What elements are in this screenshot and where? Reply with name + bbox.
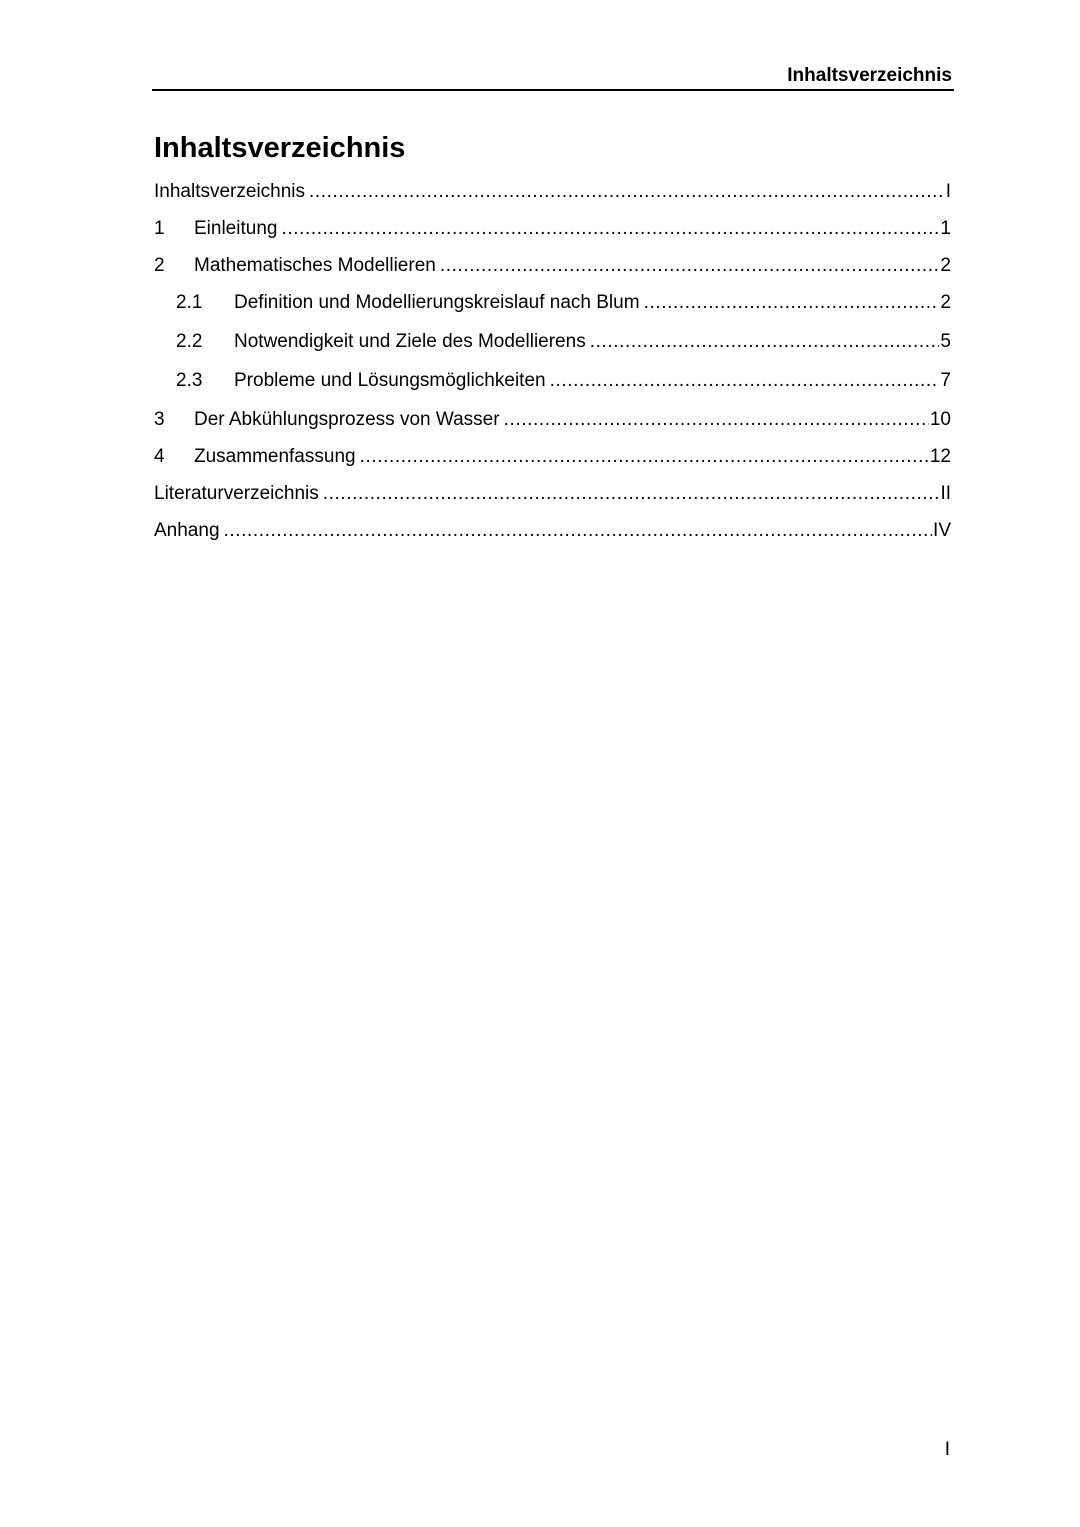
toc-entry-definition[interactable] — [176, 291, 951, 315]
toc-dot-leader — [224, 519, 933, 543]
toc-entry-notwendigkeit[interactable] — [176, 330, 951, 354]
toc-dot-leader — [590, 330, 940, 354]
toc-dot-leader — [281, 217, 939, 241]
toc-dot-leader — [323, 482, 940, 506]
toc-entry-title: Zusammenfassung — [194, 446, 356, 467]
toc-dot-leader — [360, 445, 929, 469]
toc-entry-page: 12 — [929, 446, 951, 467]
toc-entry-title: Mathematisches Modellieren — [194, 255, 436, 276]
toc-entry-inhaltsverzeichnis[interactable] — [154, 180, 951, 204]
toc-entry-title: Anhang — [154, 520, 220, 541]
toc-entry-einleitung[interactable] — [154, 217, 951, 241]
toc-entry-page: 7 — [940, 370, 951, 391]
toc-entry-title: Literaturverzeichnis — [154, 483, 319, 504]
toc-entry-title: Definition und Modellierungskreislauf nach Blum — [234, 292, 640, 313]
toc-entry-title: Notwendigkeit und Ziele des Modellierens — [234, 331, 586, 352]
toc-entry-page: I — [945, 181, 951, 202]
toc-entry-title: Inhaltsverzeichnis — [154, 181, 306, 202]
toc-entry-page: II — [940, 483, 951, 504]
toc-entry-zusammenfassung[interactable] — [154, 445, 951, 469]
toc-dot-leader — [504, 408, 929, 432]
toc-entry-page: 2 — [940, 255, 951, 276]
toc-entry-mathematisches-modellieren[interactable] — [154, 254, 951, 278]
toc-entry-title: Probleme und Lösungsmöglichkeiten — [234, 370, 546, 391]
toc-entry-number: 2 — [154, 255, 165, 276]
toc-entry-number: 3 — [154, 409, 165, 430]
toc-entry-title: Der Abkühlungsprozess von Wasser — [194, 409, 500, 430]
running-header-title: Inhaltsverzeichnis — [787, 65, 952, 86]
toc-entry-title: Einleitung — [194, 218, 278, 239]
toc-dot-leader — [440, 254, 940, 278]
toc-entry-number: 4 — [154, 446, 165, 467]
toc-entry-number: 2.3 — [176, 370, 203, 391]
toc-entry-number: 2.1 — [176, 292, 203, 313]
toc-entry-probleme[interactable] — [176, 369, 951, 393]
toc-entry-number: 1 — [154, 218, 165, 239]
toc-entry-page: 2 — [940, 292, 951, 313]
toc-entry-abkuehlungsprozess[interactable] — [154, 408, 951, 432]
running-header — [152, 64, 954, 91]
toc-dot-leader — [550, 369, 940, 393]
toc-dot-leader — [644, 291, 940, 315]
page-title: Inhaltsverzeichnis — [154, 132, 406, 164]
toc-entry-anhang[interactable] — [154, 519, 951, 543]
toc-entry-page: 5 — [940, 331, 951, 352]
toc-dot-leader — [309, 180, 945, 204]
toc-entry-page: 10 — [929, 409, 951, 430]
toc-entry-number: 2.2 — [176, 331, 203, 352]
toc-entry-literaturverzeichnis[interactable] — [154, 482, 951, 506]
toc-entry-page: IV — [933, 520, 951, 541]
toc-entry-page: 1 — [940, 218, 951, 239]
page-number: I — [944, 1439, 950, 1460]
